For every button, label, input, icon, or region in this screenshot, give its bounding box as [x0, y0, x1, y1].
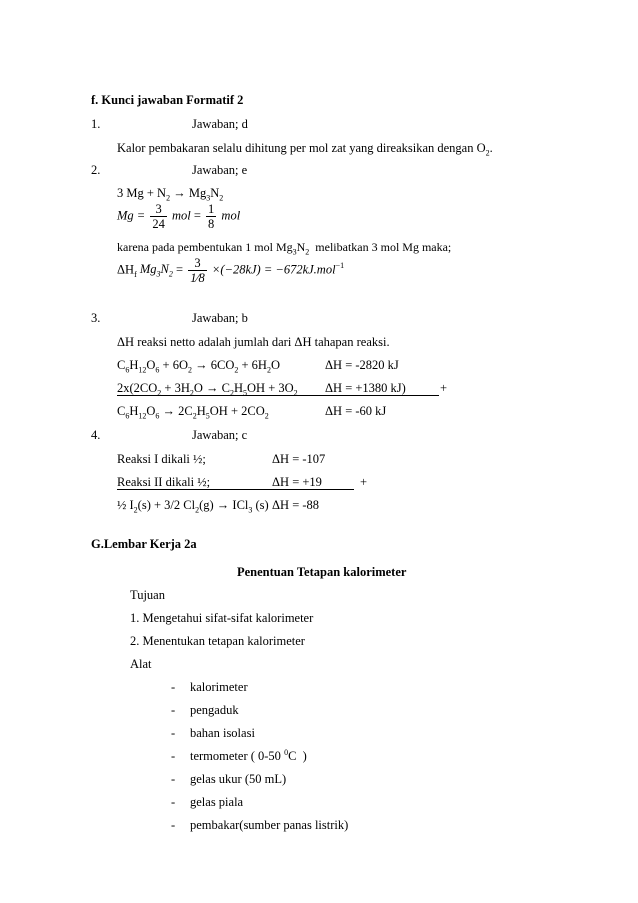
tool-bullet: -	[171, 703, 176, 717]
tool-item: bahan isolasi	[190, 726, 255, 740]
q2-mg-equation: Mg = $\frac{3}{24}$ mol = $\frac{1}{8}$ mol	[117, 202, 241, 231]
q2-answer: Jawaban; e	[192, 163, 248, 177]
q4-row-3-dh: ΔH = -88	[272, 498, 320, 512]
q4-row-2-dh: ΔH = +19	[272, 475, 322, 489]
q4-row-3-reaction: ½ $I_2(s) + 3/2$ $Cl_2(g) \to ICl_3$ (s)	[117, 498, 269, 515]
tool-bullet: -	[171, 726, 176, 740]
q3-plus: +	[440, 381, 448, 395]
q3-dh-1: ΔH = -2820 kJ	[325, 358, 399, 372]
tool-item: pengaduk	[190, 703, 239, 717]
tool-item: gelas ukur (50 mL)	[190, 772, 287, 786]
section-f-title: f. Kunci jawaban Formatif 2	[91, 93, 244, 107]
q4-row-1-dh: ΔH = -107	[272, 452, 326, 466]
q3-reaction-1: $C_6H_{12}O_6 + 6O_2 \to 6CO_2 + 6H_2O$	[117, 358, 280, 375]
tool-item-thermometer: termometer ( 0-50 $^0$C )	[190, 747, 307, 763]
q1-text: Kalor pembakaran selalu dihitung per mol zat yang direaksikan dengan $O_2$.	[117, 141, 493, 158]
goal-item: 1. Mengetahui sifat-sifat kalorimeter	[130, 611, 314, 625]
q4-row-1-label: Reaksi I dikali ½;	[117, 452, 206, 466]
q4-plus: +	[360, 475, 368, 489]
section-g-title: G.Lembar Kerja 2a	[91, 537, 197, 551]
q2-dh-equation: $\Delta H_f$ $Mg_3N_2$ = $\frac{3}{1⁄8}$ ×(−28kJ) = −672kJ.mol$^{-1}$	[117, 256, 345, 285]
tujuan-heading: Tujuan	[130, 588, 165, 602]
tool-item: kalorimeter	[190, 680, 248, 694]
q1-number: 1.	[91, 117, 101, 131]
tool-bullet: -	[171, 680, 176, 694]
tool-bullet: -	[171, 795, 176, 809]
tool-bullet: -	[171, 818, 176, 832]
alat-heading: Alat	[130, 657, 152, 671]
tool-item: pembakar(sumber panas listrik)	[190, 818, 349, 832]
q4-number: 4.	[91, 428, 101, 442]
q3-reaction-2: $2x(2CO_2 + 3H_2O \to C_2H_5OH + 3O_2$	[117, 381, 298, 398]
section-g-subtitle: Penentuan Tetapan kalorimeter	[237, 565, 407, 579]
q2-explanation: karena pada pembentukan 1 mol $Mg_3N_2$ melibatkan 3 mol Mg maka;	[117, 240, 452, 257]
q3-reaction-net: $C_6H_{12}O_6 \to 2C_2H_5OH + 2CO_2$	[117, 404, 269, 421]
q4-answer: Jawaban; c	[192, 428, 248, 442]
q3-number: 3.	[91, 311, 101, 325]
q3-answer: Jawaban; b	[192, 311, 248, 325]
q3-text: ΔH reaksi netto adalah jumlah dari ΔH tahapan reaksi.	[117, 335, 390, 349]
q1-answer: Jawaban; d	[192, 117, 248, 131]
tool-item: gelas piala	[190, 795, 244, 809]
q2-reaction: 3 $Mg + N_2 \to Mg_3N_2$	[117, 186, 224, 203]
q3-dh-2: ΔH = +1380 kJ)	[325, 381, 406, 395]
tool-bullet: -	[171, 749, 176, 763]
q3-dh-net: ΔH = -60 kJ	[325, 404, 387, 418]
q4-row-2-label: Reaksi II dikali ½;	[117, 475, 211, 489]
goal-item: 2. Menentukan tetapan kalorimeter	[130, 634, 305, 648]
q2-number: 2.	[91, 163, 101, 177]
tool-bullet: -	[171, 772, 176, 786]
